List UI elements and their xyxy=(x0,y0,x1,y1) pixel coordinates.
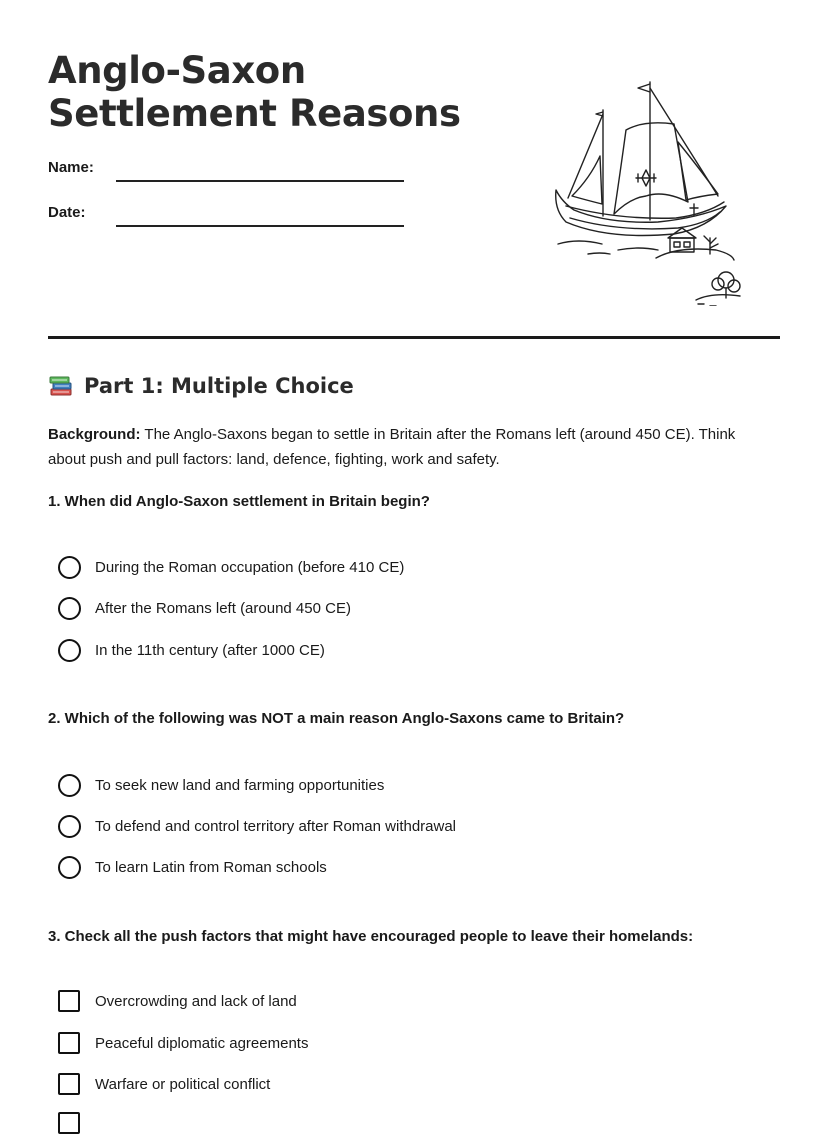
name-write-line[interactable] xyxy=(116,180,404,182)
radio-button[interactable] xyxy=(58,815,81,838)
worksheet-page xyxy=(48,0,780,1093)
option-label: Peaceful diplomatic agreements xyxy=(95,1034,309,1052)
q1-option-2[interactable] xyxy=(58,595,351,621)
radio-button[interactable] xyxy=(58,856,81,879)
q1-option-1[interactable] xyxy=(58,554,404,580)
checkbox[interactable] xyxy=(58,990,80,1012)
background-text: The Anglo-Saxons began to settle in Britain after the Romans left (around 450 CE). Think about push and pull factors: land, defence, fighting, work and safety. xyxy=(48,426,736,468)
checkbox[interactable] xyxy=(58,1032,80,1054)
option-label: To learn Latin from Roman schools xyxy=(95,858,327,876)
checkbox[interactable] xyxy=(58,1112,80,1134)
part1-heading-text: Part 1: Multiple Choice xyxy=(84,374,354,398)
background-label: Background: xyxy=(48,426,141,443)
name-field xyxy=(48,159,404,183)
q2-option-2[interactable] xyxy=(58,813,456,839)
option-label: During the Roman occupation (before 410 CE) xyxy=(95,558,405,576)
section-divider xyxy=(48,336,780,339)
radio-button[interactable] xyxy=(58,774,81,797)
option-label: In the 11th century (after 1000 CE) xyxy=(95,641,325,659)
question-2: 2. Which of the following was NOT a main reason Anglo-Saxons came to Britain? xyxy=(48,710,625,727)
option-label: After the Romans left (around 450 CE) xyxy=(95,599,351,617)
date-write-line[interactable] xyxy=(116,225,404,227)
date-field xyxy=(48,204,404,228)
question-1: 1. When did Anglo-Saxon settlement in Britain begin? xyxy=(48,493,430,510)
option-label: To defend and control territory after Roman withdrawal xyxy=(95,817,457,835)
q1-option-3[interactable] xyxy=(58,637,325,663)
q3-option-4-partial[interactable] xyxy=(58,1110,95,1136)
background-paragraph xyxy=(48,422,768,472)
q2-option-1[interactable] xyxy=(58,772,384,798)
date-label: Date: xyxy=(48,204,86,221)
q3-option-2[interactable] xyxy=(58,1030,308,1056)
title-line-2: Settlement Reasons xyxy=(48,92,461,135)
q2-option-3[interactable] xyxy=(58,854,327,880)
radio-button[interactable] xyxy=(58,556,81,579)
worksheet-header xyxy=(48,0,780,340)
option-label: Warfare or political conflict xyxy=(95,1075,271,1093)
books-icon xyxy=(48,373,74,399)
viking-ship-illustration xyxy=(548,78,748,306)
option-label: To seek new land and farming opportunities xyxy=(95,776,385,794)
worksheet-title xyxy=(48,49,461,135)
question-3: 3. Check all the push factors that might have encouraged people to leave their homelands: xyxy=(48,928,694,945)
title-line-1: Anglo-Saxon xyxy=(48,49,306,92)
option-label: Overcrowding and lack of land xyxy=(95,992,297,1010)
q3-option-3[interactable] xyxy=(58,1071,270,1097)
name-label: Name: xyxy=(48,159,94,176)
radio-button[interactable] xyxy=(58,597,81,620)
part1-heading xyxy=(48,373,354,399)
radio-button[interactable] xyxy=(58,639,81,662)
checkbox[interactable] xyxy=(58,1073,80,1095)
q3-option-1[interactable] xyxy=(58,988,297,1014)
